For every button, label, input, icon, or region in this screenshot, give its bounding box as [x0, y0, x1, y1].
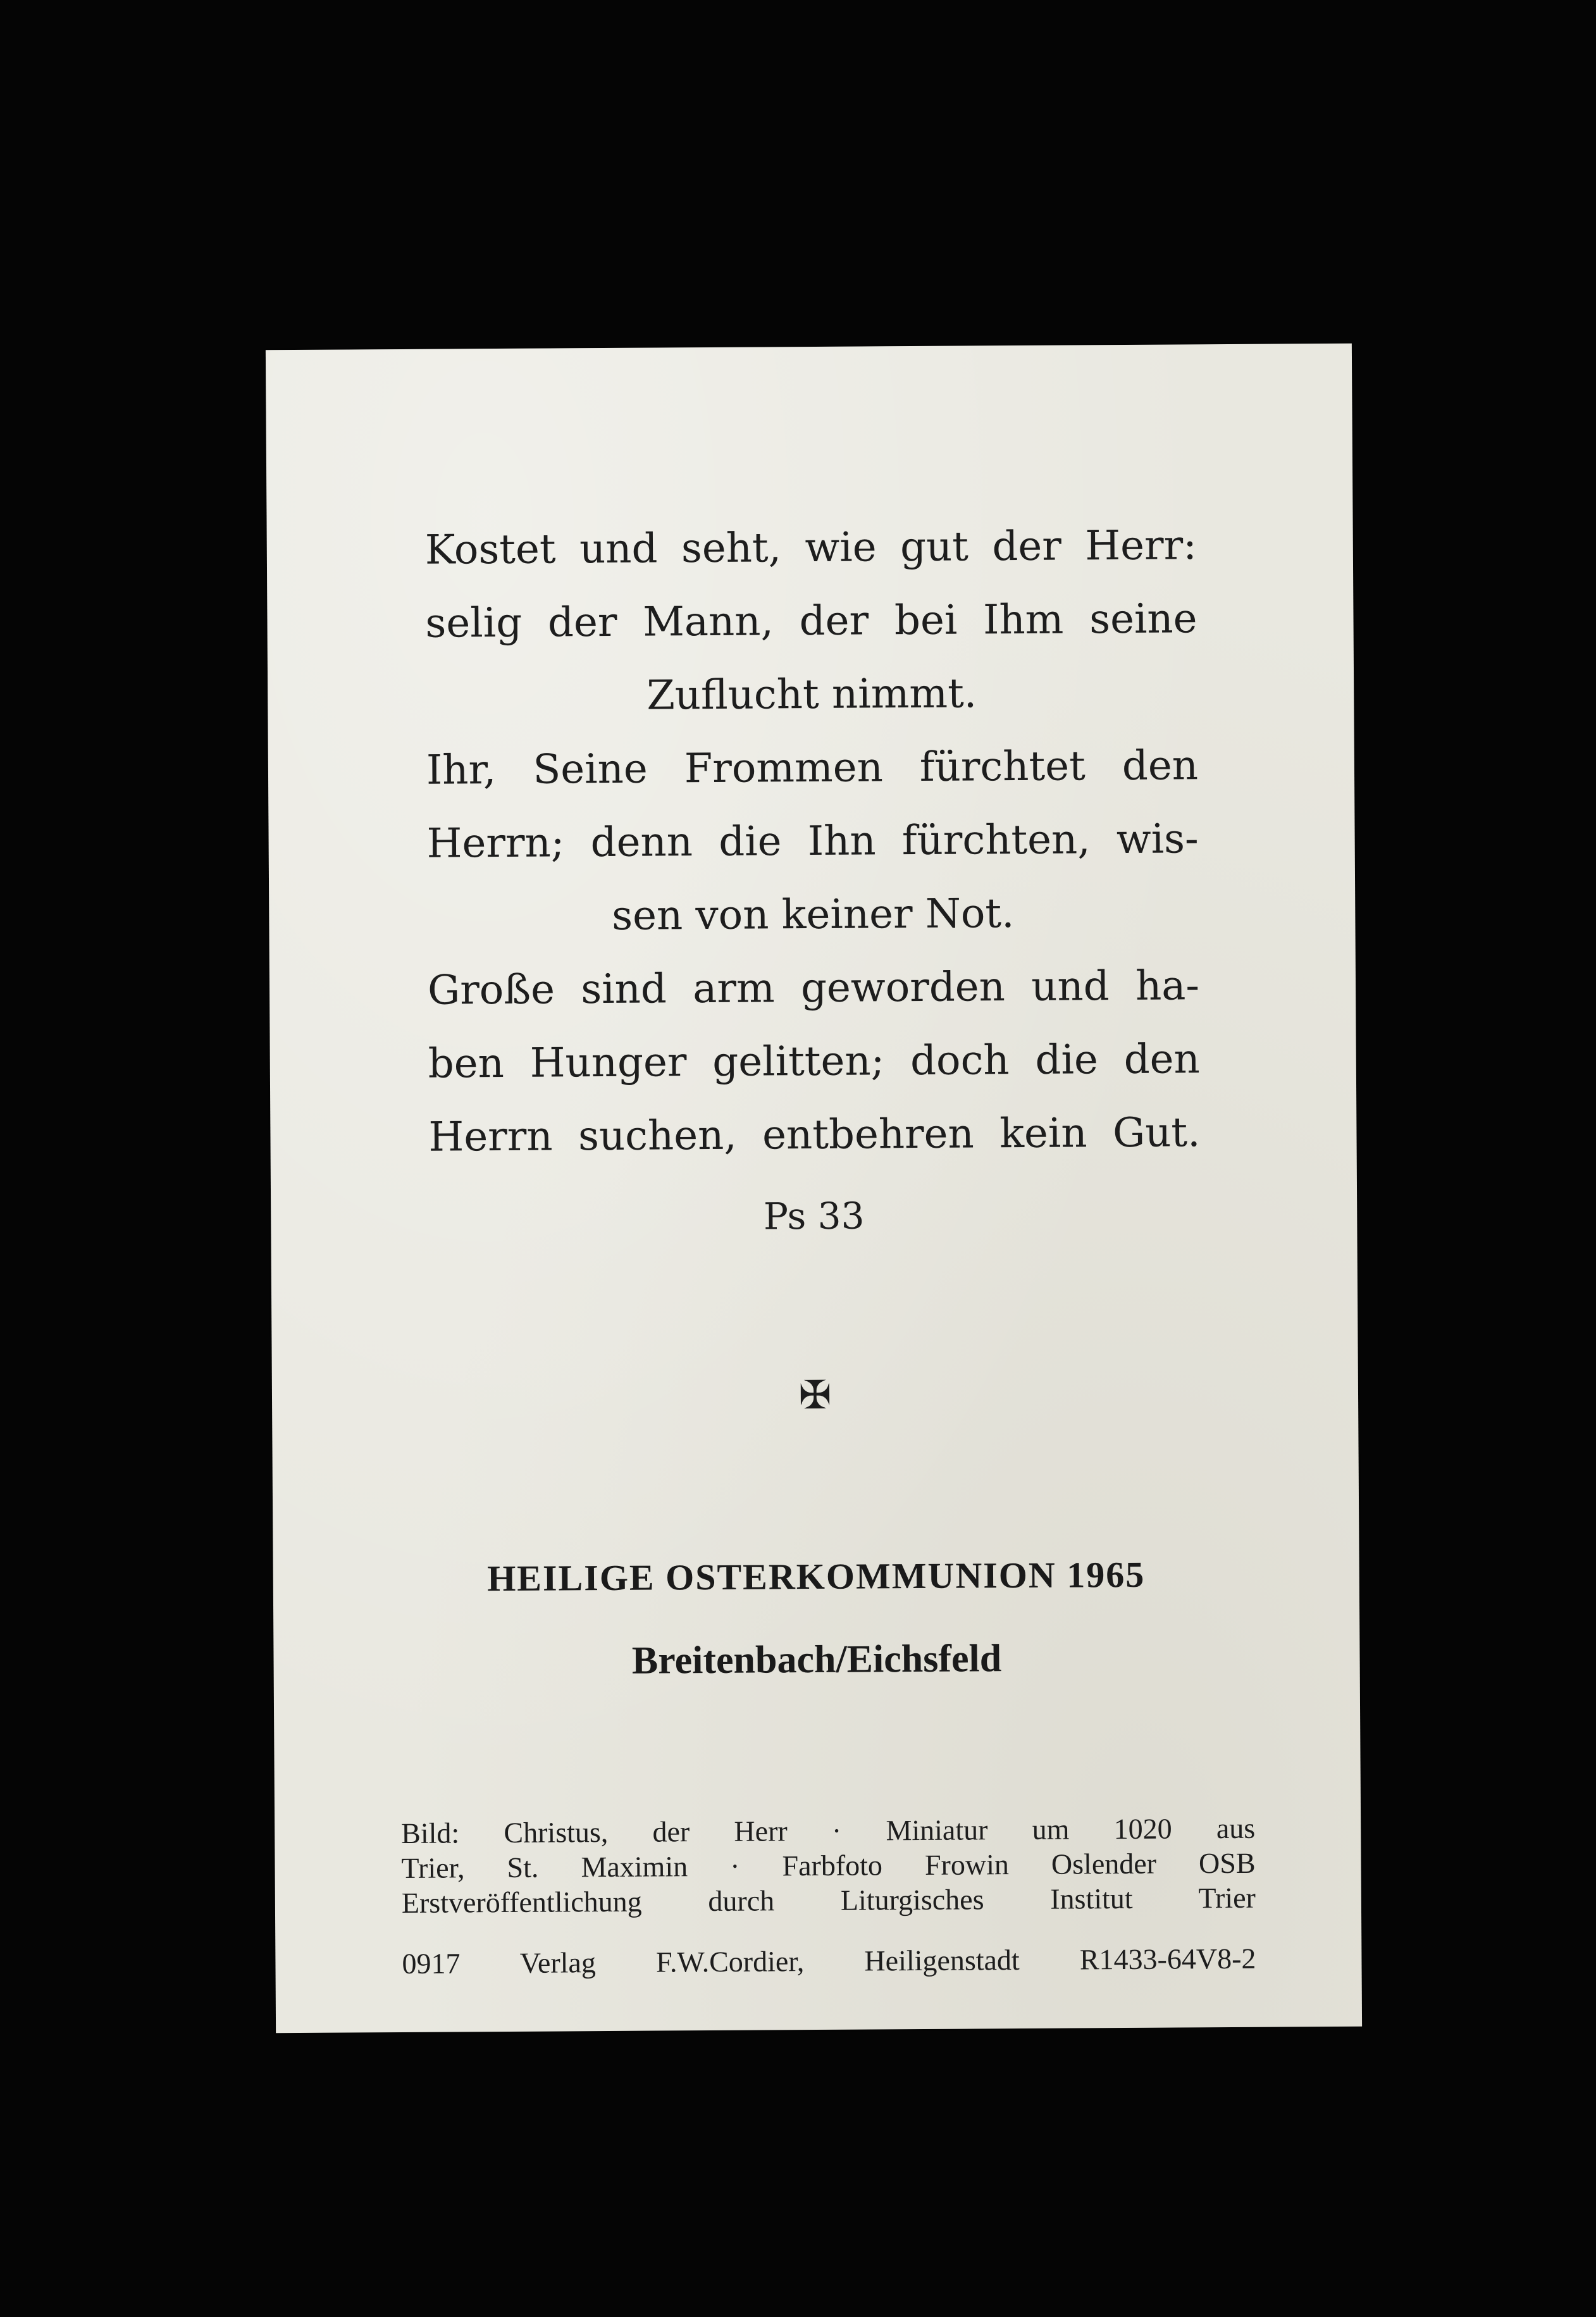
- psalm-line: sen von keiner Not.: [612, 890, 1015, 940]
- psalm-line: ben Hunger gelitten; doch die den: [428, 1036, 1200, 1088]
- psalm-line: selig der Mann, der bei Ihm seine: [425, 595, 1197, 647]
- credit-line: Bild: Christus, der Herr · Miniatur um 1020 aus: [401, 1811, 1256, 1850]
- psalm-line: Kostet und seht, wie gut der Herr:: [424, 522, 1197, 574]
- psalm-line: Herrn suchen, entbehren kein Gut.: [428, 1109, 1201, 1161]
- place-name: Breitenbach/Eichsfeld: [631, 1637, 1002, 1682]
- psalm-text: [424, 509, 1200, 1174]
- psalm-reference: Ps 33: [763, 1194, 865, 1238]
- psalm-line: Große sind arm geworden und ha-: [427, 962, 1200, 1014]
- psalm-line: Zuflucht nimmt.: [646, 670, 977, 719]
- credit-line: Trier, St. Maximin · Farbfoto Frowin Oslender OSB: [401, 1846, 1256, 1885]
- card-headline: HEILIGE OSTERKOMMUNION 1965: [486, 1553, 1146, 1600]
- credit-line: Erstveröffentlichung durch Liturgisches Institut Trier: [401, 1881, 1256, 1920]
- psalm-line: Ihr, Seine Frommen fürchtet den: [426, 742, 1199, 794]
- image-credits: [401, 1811, 1256, 1920]
- cross-icon: ✠: [798, 1371, 832, 1419]
- publisher-line: 0917 Verlag F.W.Cordier, Heiligenstadt R1433-64V8-2: [402, 1942, 1256, 1980]
- prayer-card: [266, 344, 1362, 2033]
- psalm-line: Herrn; denn die Ihn fürchten, wis-: [426, 816, 1199, 867]
